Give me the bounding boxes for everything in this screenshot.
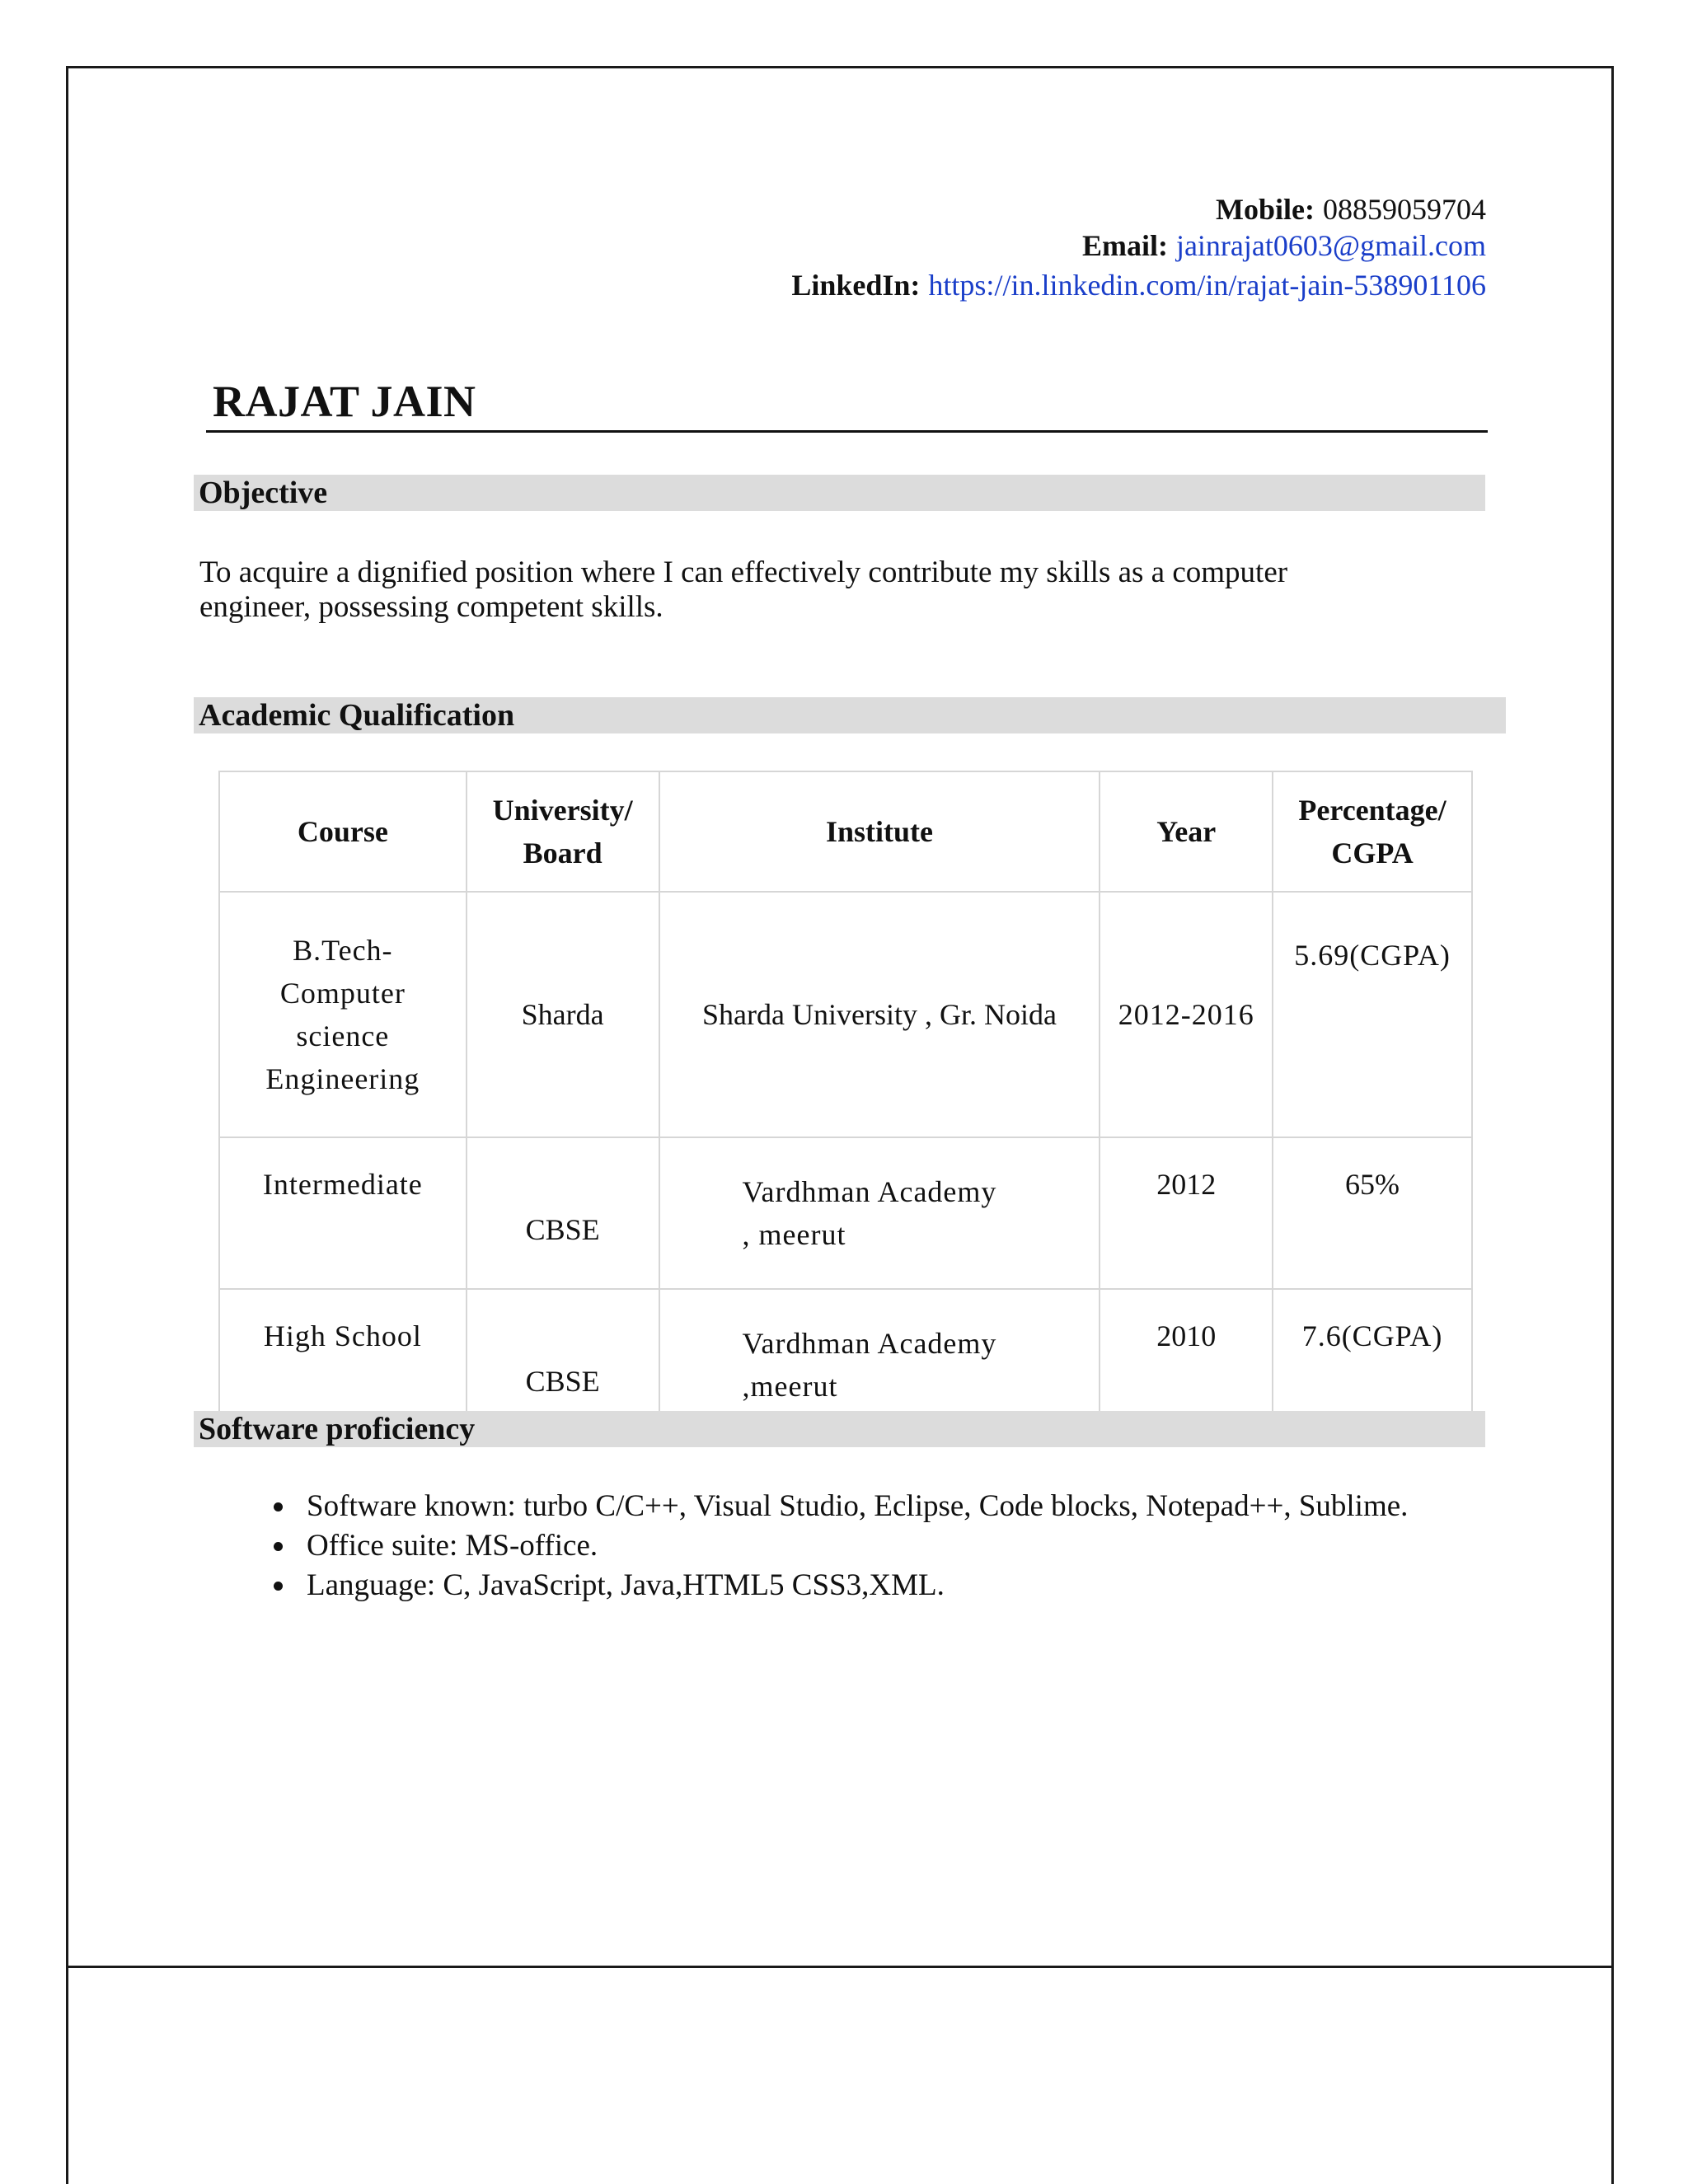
score-cell: 7.6(CGPA)	[1273, 1289, 1472, 1441]
year-cell: 2010	[1100, 1289, 1273, 1441]
mobile-row	[791, 191, 1486, 227]
score-cell: 65%	[1273, 1137, 1472, 1289]
linkedin-link[interactable]: https://in.linkedin.com/in/rajat-jain-538901106	[928, 269, 1486, 302]
candidate-name: RAJAT JAIN	[213, 377, 476, 426]
list-item: • Office suite: MS-office.	[297, 1526, 1408, 1566]
table-row	[219, 1137, 1472, 1289]
academic-heading: Academic Qualification	[194, 697, 1506, 733]
course-cell: B.Tech- Computer science Engineering	[219, 892, 467, 1137]
linkedin-label: LinkedIn:	[791, 269, 921, 302]
linkedin-row	[791, 267, 1486, 303]
objective-text: To acquire a dignified position where I can effectively contribute my skills as a computer engineer, possessing competent skills.	[199, 555, 1288, 624]
header-institute: Institute	[659, 771, 1100, 892]
table-header-row	[219, 771, 1472, 892]
list-item: • Language: C, JavaScript, Java,HTML5 CSS3,XML.	[297, 1566, 1408, 1605]
list-item: • Software known: turbo C/C++, Visual Studio, Eclipse, Code blocks, Notepad++, Sublime.	[297, 1487, 1408, 1526]
table-row	[219, 892, 1472, 1137]
header-year: Year	[1100, 771, 1273, 892]
board-cell: CBSE	[467, 1137, 659, 1289]
header-course: Course	[219, 771, 467, 892]
software-list	[247, 1487, 1408, 1605]
footer-divider	[66, 1966, 1614, 1968]
objective-heading: Objective	[194, 475, 1485, 511]
software-heading: Software proficiency	[194, 1411, 1485, 1447]
year-cell: 2012	[1100, 1137, 1273, 1289]
year-cell: 2012-2016	[1100, 892, 1273, 1137]
institute-cell: Vardhman Academy , meerut	[659, 1137, 1100, 1289]
name-underline	[206, 430, 1488, 433]
board-cell: Sharda	[467, 892, 659, 1137]
board-cell: CBSE	[467, 1289, 659, 1441]
header-percentage: Percentage/ CGPA	[1273, 771, 1472, 892]
academic-table	[218, 771, 1473, 1441]
header-board: University/ Board	[467, 771, 659, 892]
contact-block	[791, 191, 1486, 303]
mobile-label: Mobile:	[1216, 193, 1315, 226]
email-label: Email:	[1081, 229, 1168, 262]
email-link[interactable]: jainrajat0603@gmail.com	[1175, 229, 1486, 262]
mobile-value: 08859059704	[1323, 193, 1486, 226]
institute-cell: Vardhman Academy ,meerut	[659, 1289, 1100, 1441]
email-row	[791, 227, 1486, 264]
score-cell: 5.69(CGPA)	[1273, 892, 1472, 1137]
institute-cell: Sharda University , Gr. Noida	[659, 892, 1100, 1137]
course-cell: Intermediate	[219, 1137, 467, 1289]
course-cell: High School	[219, 1289, 467, 1441]
